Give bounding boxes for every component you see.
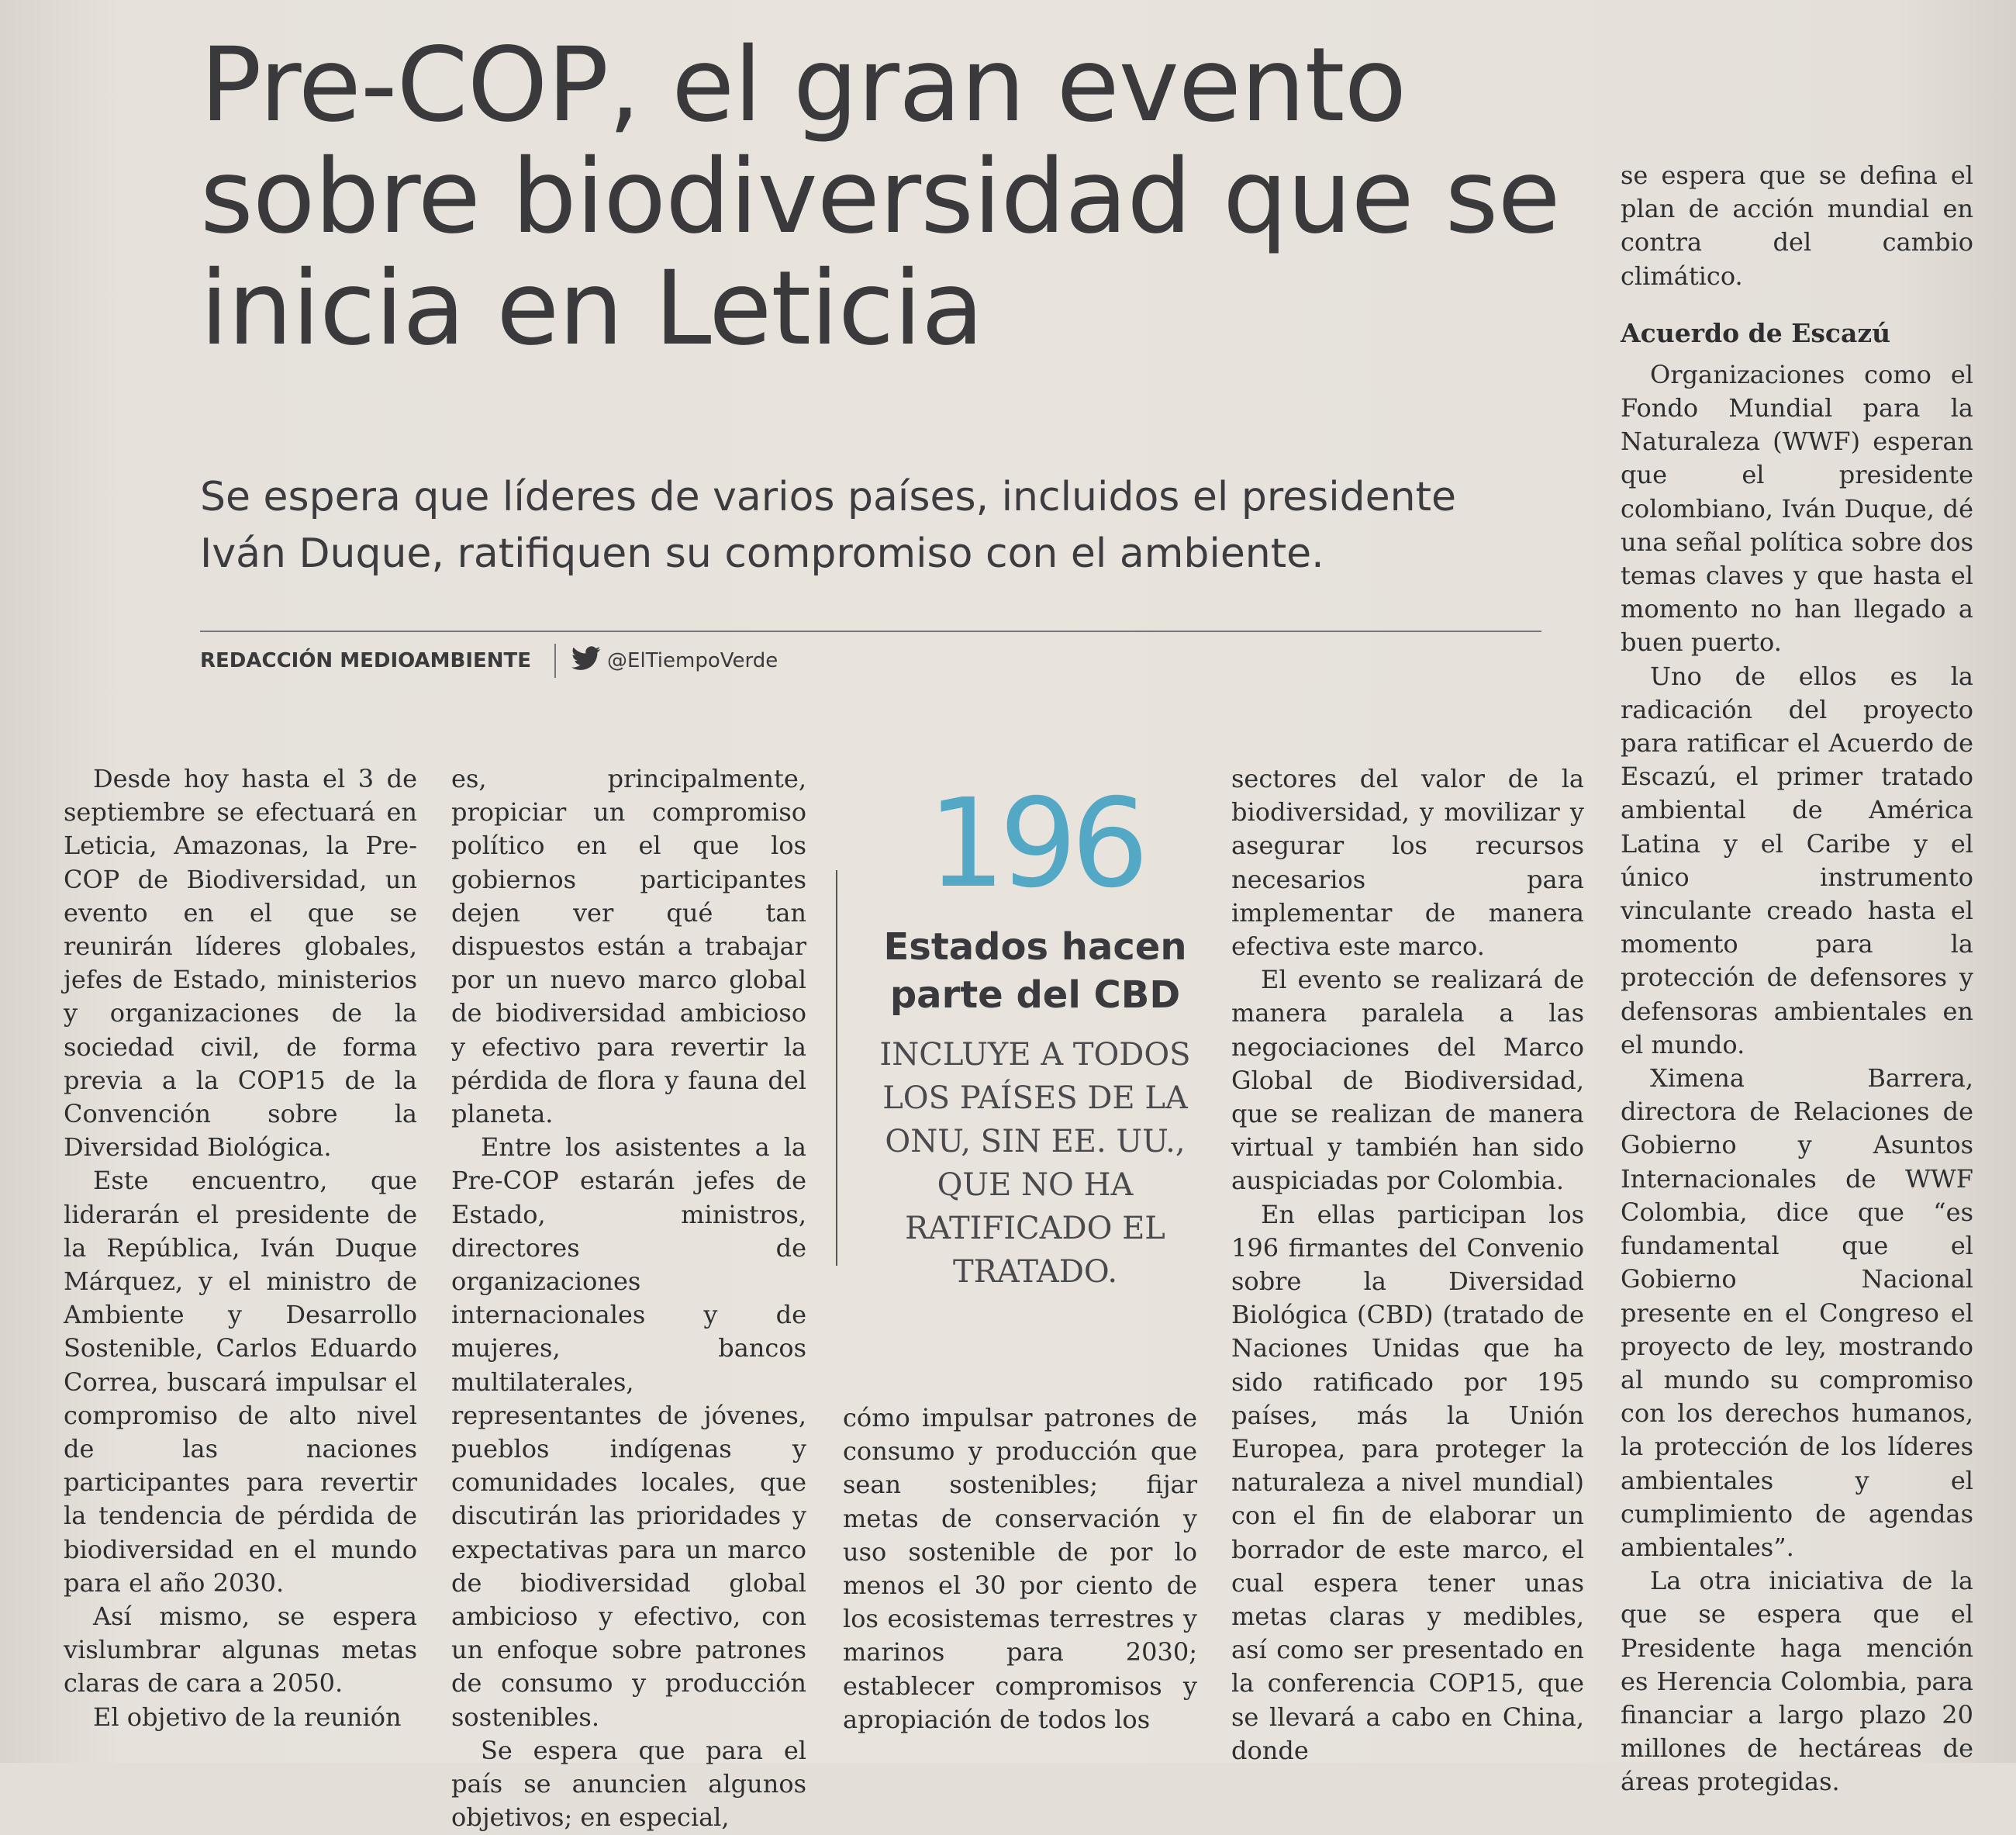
column-3 — [843, 1401, 1197, 1737]
byline-rule — [200, 631, 1541, 632]
column-1 — [64, 762, 417, 1734]
paragraph: es, principalmente, propiciar un compromiso político en el que los gobiernos participantes dejen ver qué tan dispuestos están a trabajar por un nuevo marco global de biodiversidad ambicioso y efectivo para revertir la pérdida de flora y fauna del planeta. — [451, 764, 806, 1129]
paragraph: cómo impulsar patrones de consumo y producción que sean sostenibles; fijar metas de conservación y uso sostenible de por lo menos el 30 por ciento de los ecosistemas terrestres y marinos para 2030; establecer compromisos y apropiación de todos los — [843, 1403, 1197, 1734]
paragraph: El evento se realizará de manera paralela a las negociaciones del Marco Global de Biodiversidad, que se realizan de manera virtual y también han sido auspiciadas por Colombia. — [1231, 965, 1584, 1196]
subheading: Acuerdo de Escazú — [1621, 317, 1891, 348]
paragraph: Así mismo, se espera vislumbrar algunas metas claras de cara a 2050. — [64, 1602, 417, 1698]
show-through-left — [0, 0, 194, 737]
column-2 — [451, 762, 806, 1835]
column-4 — [1231, 762, 1584, 1768]
social-handle: @ElTiempoVerde — [607, 649, 778, 672]
paragraph: Se espera que para el país se anuncien algunos objetivos; en especial, — [451, 1735, 806, 1833]
paragraph: Este encuentro, que liderarán el presidente de la República, Iván Duque Márquez, y el ministro de Ambiente y Desarrollo Sostenible, Carlos Eduardo Correa, buscará impulsar el compromiso de alto nivel de las naciones participantes para revertir la tendencia de pérdida de biodiversidad en el mundo para el año 2030. — [64, 1166, 417, 1598]
column-5 — [1621, 159, 1973, 1799]
article-deck: Se espera que líderes de varios países, incluidos el presidente Iván Duque, ratifiquen su compromiso con el ambiente. — [200, 474, 1456, 577]
paragraph: sectores del valor de la biodiversidad, y movilizar y asegurar los recursos necesarios para implementar de manera efectiva este marco. — [1231, 764, 1584, 962]
byline — [200, 644, 778, 678]
twitter-bird-icon — [571, 646, 601, 676]
paragraph: Ximena Barrera, directora de Relaciones de Gobierno y Asuntos Internacionales de WWF Colombia, dice que “es fundamental que el Gobierno Nacional presente en el Congreso el proyecto de ley, mostrando al mundo su compromiso con los derechos humanos, la protección de los líderes ambientales y el cumplimiento de agendas ambientales”. — [1621, 1063, 1973, 1562]
article-headline: Pre-COP, el gran evento sobre biodiversidad que se inicia en Leticia — [200, 26, 1560, 368]
paragraph: La otra iniciativa de la que se espera que el Presidente haga mención es Herencia Colombia, para financiar a largo plazo 20 millones de hectáreas de áreas protegidas. — [1621, 1566, 1973, 1797]
byline-divider — [554, 644, 556, 678]
factoid-box — [857, 766, 1213, 1294]
factoid-rule — [836, 870, 837, 1266]
paragraph: Uno de ellos es la radicación del proyecto para ratificar el Acuerdo de Escazú, el primer tratado ambiental de América Latina y el Caribe y el único instrumento vinculante creado hasta el momento para la protección de defensores y defensoras ambientales en el mundo. — [1621, 661, 1973, 1059]
paragraph: Entre los asistentes a la Pre-COP estarán jefes de Estado, ministros, directores de organizaciones internacionales y de mujeres, bancos multilaterales, representantes de jóvenes, pueblos indígenas y comunidades locales, que discutirán las prioridades y expectativas para un marco de biodiversidad global ambicioso y efectivo, con un enfoque sobre patrones de consumo y producción sostenibles. — [451, 1132, 806, 1732]
paragraph: Organizaciones como el Fondo Mundial para la Naturaleza (WWF) esperan que el presidente colombiano, Iván Duque, dé una señal política sobre dos temas claves y que hasta el momento no han llegado a buen puerto. — [1621, 359, 1973, 658]
paragraph: Desde hoy hasta el 3 de septiembre se efectuará en Leticia, Amazonas, la Pre-COP de Biodiversidad, un evento en el que se reunirán líderes globales, jefes de Estado, ministerios y organizaciones de la sociedad civil, de forma previa a la COP15 de la Convención sobre la Diversidad Biológica. — [64, 764, 417, 1163]
factoid-label: Estados hacen parte del CBD — [883, 925, 1187, 1017]
paragraph: se espera que se defina el plan de acción mundial en contra del cambio climático. — [1621, 161, 1973, 291]
author-name: REDACCIÓN MEDIOAMBIENTE — [200, 649, 532, 672]
paragraph: El objetivo de la reunión — [93, 1702, 402, 1732]
factoid-number: 196 — [927, 772, 1143, 915]
factoid-description: INCLUYE A TODOS LOS PAÍSES DE LA ONU, SIN EE. UU., QUE NO HA RATIFICADO EL TRATADO. — [879, 1037, 1191, 1290]
paragraph: En ellas participan los 196 firmantes del Convenio sobre la Diversidad Biológica (CBD) (tratado de Naciones Unidas que ha sido ratificado por 195 países, más la Unión Europea, para proteger la naturaleza a nivel mundial) con el fin de elaborar un borrador de este marco, el cual espera tener unas metas claras y medibles, así como ser presentado en la conferencia COP15, que se llevará a cabo en China, donde — [1231, 1199, 1584, 1765]
